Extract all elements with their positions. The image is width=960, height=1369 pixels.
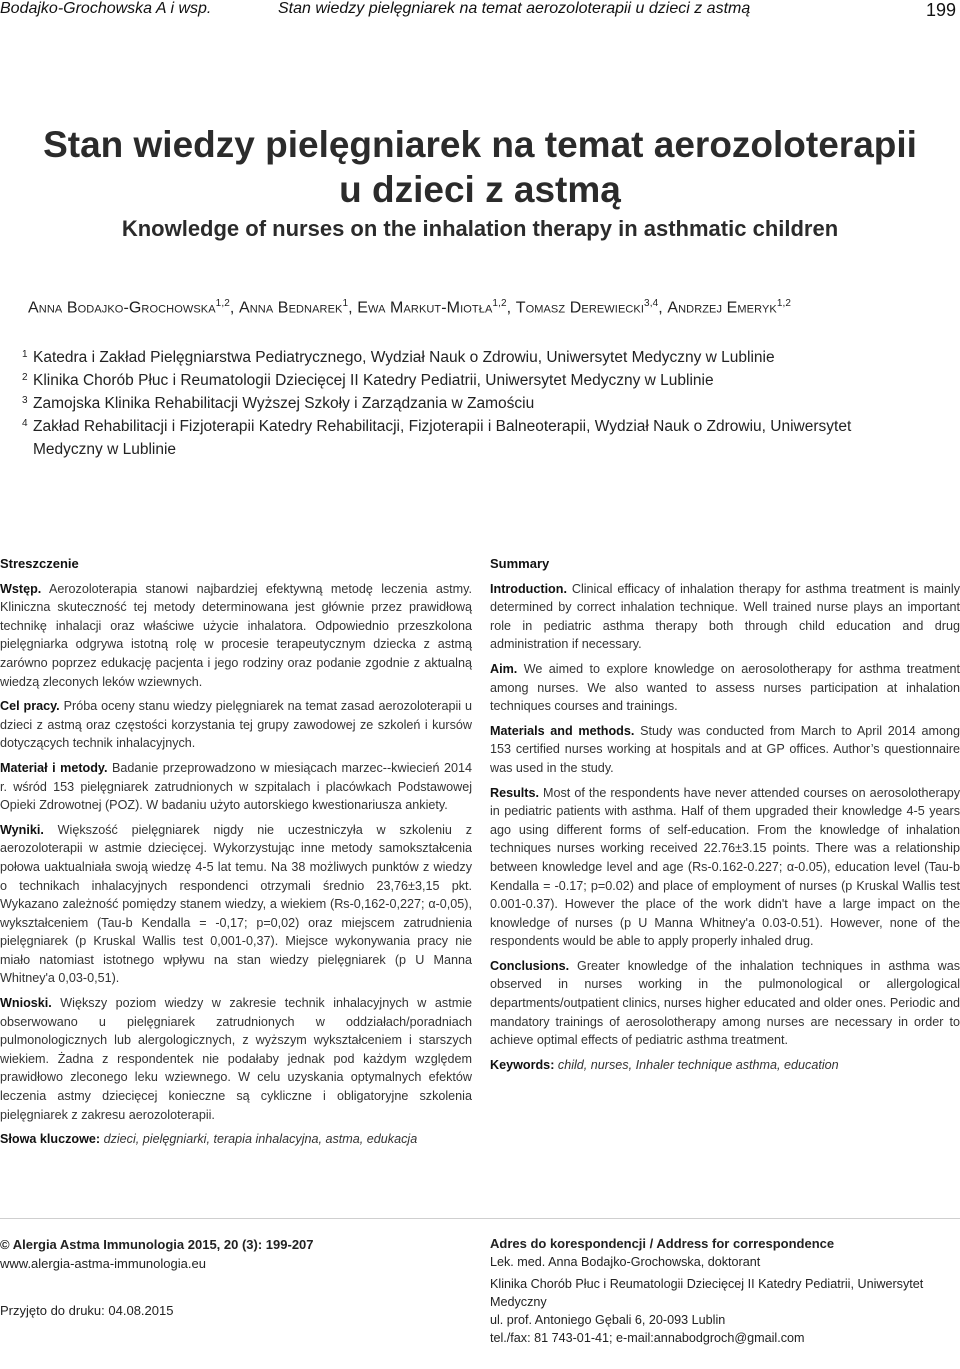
section-label: Materiał i metody. xyxy=(0,760,108,775)
running-authors: Bodajko-Grochowska A i wsp. xyxy=(0,0,212,17)
correspondence-contact: tel./fax: 81 743-01-41; e-mail:annabodgroch@gmail.com xyxy=(490,1331,805,1345)
author-affiliation: 1 xyxy=(342,298,349,309)
affiliation-text: Katedra i Zakład Pielęgniarstwa Pediatrycznego, Wydział Nauk o Zdrowiu, Uniwersytet Medyczny w Lublinie xyxy=(33,349,775,366)
affiliation-item xyxy=(22,415,922,461)
author-affiliation: 3,4 xyxy=(644,298,659,309)
abstract-section xyxy=(0,697,472,753)
author-name: Ewa Markut-Miotła xyxy=(357,299,493,317)
abstract-section xyxy=(490,784,960,951)
correspondence xyxy=(490,1235,960,1347)
affiliation-text: Zamojska Klinika Rehabilitacji Wyższej Szkoły i Zarządzania w Zamościu xyxy=(33,395,535,412)
keywords-label: Słowa kluczowe: xyxy=(0,1132,101,1147)
section-label: Wstęp. xyxy=(0,581,42,596)
abstract-polish-heading: Streszczenie xyxy=(0,556,79,571)
author-name: Anna Bednarek xyxy=(238,299,343,317)
abstract-section xyxy=(0,580,472,692)
keywords xyxy=(490,1056,960,1075)
affiliations xyxy=(22,346,922,461)
journal-citation: © Alergia Astma Immunologia 2015, 20 (3): 199-207 xyxy=(0,1237,314,1252)
abstract-section xyxy=(0,994,472,1124)
affiliation-text: Klinika Chorób Płuc i Reumatologii Dziecięcej II Katedry Pediatrii, Uniwersytet Medyczny w Lublinie xyxy=(33,372,714,389)
title-polish xyxy=(0,122,960,212)
author-affiliation: 1,2 xyxy=(776,298,792,309)
section-text: Aerozoloterapia stanowi najbardziej efektywną metodę leczenia astmy. Kliniczna skuteczność tej metody determinowana jest głównie przez prawidłową technikę inhalacji oraz właściwe użycie inhalatora. Odpowiednio przeszkolona pielęgniarka odgrywa istotną rolę w procesie terapeutycznym dziecka z astmą zarówno poprzez edukację pacjenta i jego rodziny oraz podanie zgodnie z aktualną wiedzą zleconych leków wziewnych. xyxy=(0,581,472,689)
affiliation-text: Zakład Rehabilitacji i Fizjoterapii Katedry Rehabilitacji, Fizjoterapii i Balneoterapii, Wydział Nauk o Zdrowiu, Uniwersytet Medyczny w Lublinie xyxy=(33,418,852,458)
journal-info xyxy=(0,1235,470,1320)
section-text: We aimed to explore knowledge on aerosolotherapy for asthma treatment among nurses. We also wanted to assess nurses participation at inhalation techniques courses and trainings. xyxy=(490,661,960,714)
abstract-section xyxy=(490,660,960,716)
correspondence-heading: Adres do korespondencji / Address for correspondence xyxy=(490,1236,835,1251)
section-label: Wnioski. xyxy=(0,996,52,1011)
affiliation-number: 3 xyxy=(22,395,28,406)
correspondence-institution: Klinika Chorób Płuc i Reumatologii Dziecięcej II Katedry Pediatrii, Uniwersytet Medyczny xyxy=(490,1277,924,1309)
journal-url[interactable]: www.alergia-astma-immunologia.eu xyxy=(0,1256,206,1271)
section-text: Study was conducted from March to April 2014 among 153 certified nurses working at hospitals and at GP offices. Author’s questionnaire was used in the study. xyxy=(490,723,960,775)
abstract-english xyxy=(490,555,960,1080)
correspondence-street: ul. prof. Antoniego Gębali 6, 20-093 Lublin xyxy=(490,1313,726,1327)
abstract-section xyxy=(490,957,960,1050)
section-text: Większość pielęgniarek nigdy nie uczestniczyła w szkoleniu z aerozoloterapii w astmie dziecięcej. Wykorzystując inne metody samokształcenia połowa uaktualniała swoją wiedzę 4-5 lat temu. Na 38 możliwych punktów z wiedzy o technikach inhalacyjnych respondenci otrzymali średnio 23,76±3,15 pkt. Wykazano zależność pomiędzy stanem wiedzy, a wiekiem (Rs-0,162-0,227; α-0,05), wykształceniem (Tau-b Kendalla = -0,17; p=0,02) oraz miejscem zatrudnienia pielęgniarek (p Kruskal Wallis test 0,001-0,37). Miejsce wykonywania pracy nie miało natomiast istotnego wpływu na stan wiedzy pielęgniarek (p U Manna Whitney'a 0,03-0,51). xyxy=(0,822,472,986)
keywords-text: child, nurses, Inhaler technique asthma, education xyxy=(557,1057,839,1072)
page-number: 199 xyxy=(925,0,956,20)
section-label: Aim. xyxy=(490,661,518,676)
affiliation-item xyxy=(22,392,922,415)
abstract-polish xyxy=(0,555,472,1155)
section-label: Conclusions. xyxy=(490,958,570,973)
affiliation-number: 1 xyxy=(22,349,28,360)
section-text: Próba oceny stanu wiedzy pielęgniarek na temat zasad aerozoloterapii u dzieci z astmą oraz częstości korzystania tej grupy zawodowej ze szkoleń i kursów dotyczących technik inhalacyjnych. xyxy=(0,699,472,751)
keywords xyxy=(0,1130,472,1149)
section-label: Introduction. xyxy=(490,581,567,596)
section-text: Badanie przeprowadzono w miesiącach marzec--kwiecień 2014 r. wśród 153 pielęgniarek zatrudnionych w szpitalach i placówkach Podstawowej Opieki Zdrowotnej (POZ). W badaniu użyto autorskiego kwestionariusza ankiety. xyxy=(0,760,473,813)
correspondence-name: Lek. med. Anna Bodajko-Grochowska, doktorant xyxy=(490,1255,761,1269)
section-label: Materials and methods. xyxy=(490,723,635,738)
author-name: Anna Bodajko-Grochowska xyxy=(28,299,216,317)
abstract-section xyxy=(490,580,960,654)
accepted-date: Przyjęto do druku: 04.08.2015 xyxy=(0,1303,174,1318)
author-affiliation: 1,2 xyxy=(215,298,230,309)
affiliation-number: 4 xyxy=(22,418,28,429)
section-label: Wyniki. xyxy=(0,822,44,837)
title-polish-line1: Stan wiedzy pielęgniarek na temat aerozoloterapii xyxy=(43,124,917,165)
section-label: Cel pracy. xyxy=(0,699,60,714)
affiliation-item xyxy=(22,346,922,369)
footer-divider xyxy=(0,1218,960,1219)
author-list: Anna Bodajko-Grochowska$^{1,2}$, Anna Bednarek$^1$, Ewa Markut-Miotła$^{1,2}$, Tomasz Derewiecki$^{3,4}$, Andrzej Emeryk$^{1,2}$ xyxy=(28,298,792,317)
title-polish-line2: u dzieci z astmą xyxy=(339,169,621,210)
section-text: Most of the respondents have never attended courses on aerosolotherapy in pediatric patients with asthma. Half of them upgraded their knowledge 4-5 years ago using different forms of self-education. From the knowledge of inhalation techniques nurses working received 22.76±3.15 points. There was a relationship between knowledge level and age (Rs-0.162-0.227; α-0.05), education level (Tau-b Kendalla = -0.17; p=0.02) and place of employment of nurses (p Kruskal Wallis test 0.001-0.37). However the place of the work didn't have a large impact on the knowledge of nurses (p U Manna Whitney'a 0.03-0.51). However, none of the respondents would be able to apply properly inhaled drug. xyxy=(490,785,960,949)
author-affiliation: 1,2 xyxy=(492,298,507,309)
abstract-section xyxy=(0,821,472,988)
running-title: Stan wiedzy pielęgniarek na temat aerozoloterapii u dzieci z astmą xyxy=(278,0,751,17)
running-header xyxy=(0,0,960,26)
author-name: Andrzej Emeryk xyxy=(667,299,777,317)
abstract-section xyxy=(490,722,960,778)
keywords-label: Keywords: xyxy=(490,1057,555,1072)
section-label: Results. xyxy=(490,785,539,800)
title-english: Knowledge of nurses on the inhalation therapy in asthmatic children xyxy=(121,216,839,241)
section-text: Greater knowledge of the inhalation techniques in asthma was observed in nurses working in the pulmonological or allergological departments/outpatient clinics, nurses higher educated and older ones. Periodic and mandatory trainings of aerosolotherapy among nurses are necessary in order to achieve optimal effects of pediatric asthma treatment. xyxy=(490,958,960,1048)
abstract-section xyxy=(0,759,472,815)
affiliation-item xyxy=(22,369,922,392)
section-text: Większy poziom wiedzy w zakresie technik inhalacyjnych w astmie obserwowano u pielęgniarek zatrudnionych w oddziałach/poradniach pulmonologicznych lub alergologicznych, z wyższym wykształceniem i starszych wiekiem. Żadna z respondentek nie podałaby jednak pod każdym względem prawidłowo zleconego leku wziewnego. W celu uzyskania optymalnych efektów leczenia astmy dziecięcej konieczne są cykliczne i obligatoryjne szkolenia pielęgniarek z zakresu aerozoloterapii. xyxy=(0,996,472,1122)
author-name: Tomasz Derewiecki xyxy=(515,299,645,317)
abstract-english-heading: Summary xyxy=(490,556,550,571)
section-text: Clinical efficacy of inhalation therapy for asthma treatment is mainly determined by correct inhalation technique. Well trained nurse plays an important role in pediatric asthma therapy both through child education and drug administration if necessary. xyxy=(490,581,960,652)
affiliation-number: 2 xyxy=(22,372,28,383)
keywords-text: dzieci, pielęgniarki, terapia inhalacyjna, astma, edukacja xyxy=(103,1132,418,1147)
